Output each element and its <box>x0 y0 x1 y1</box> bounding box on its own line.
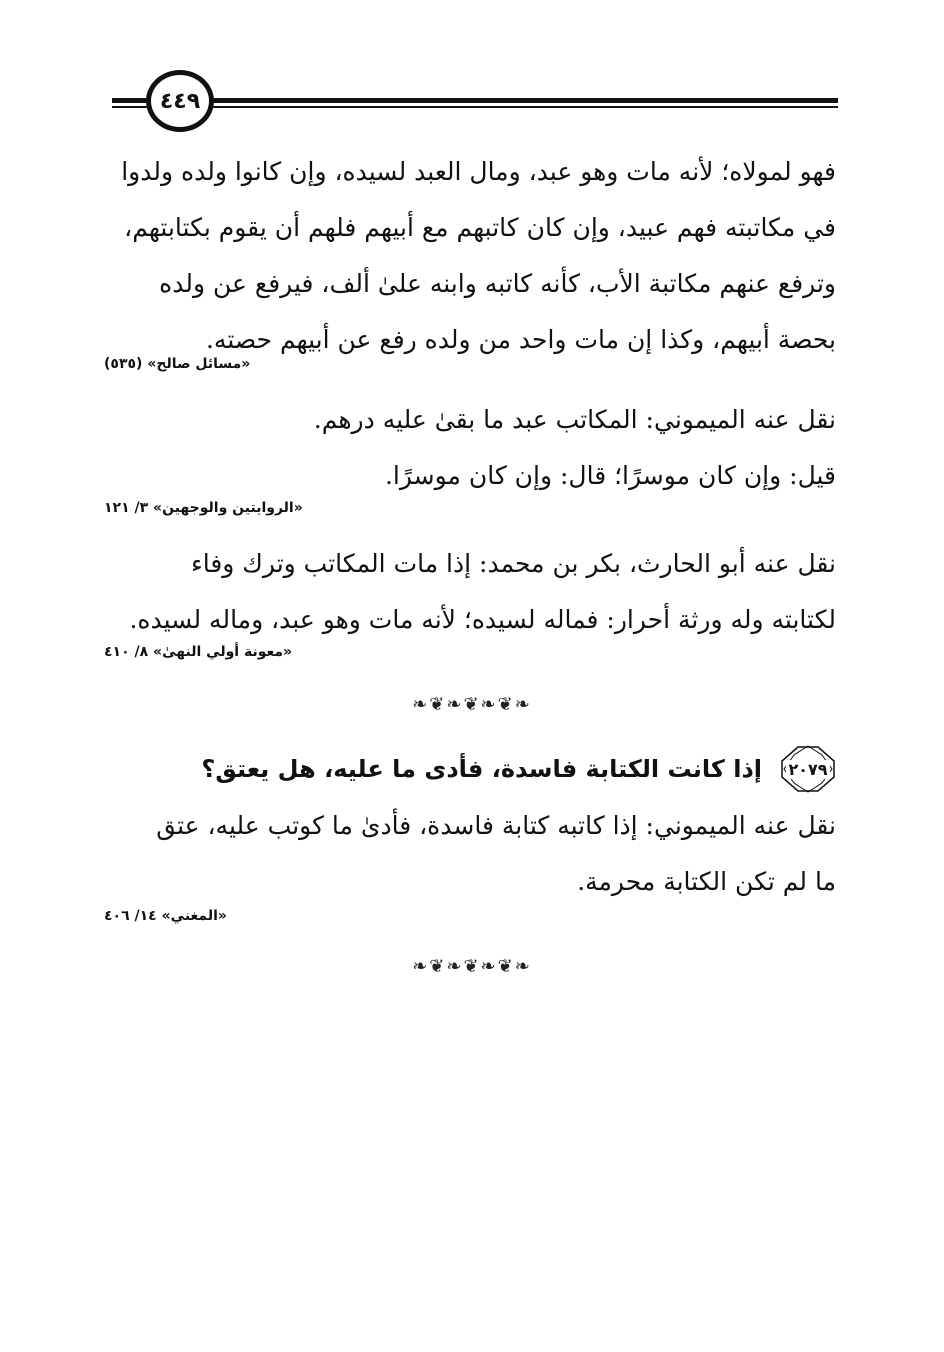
section-heading <box>201 744 836 794</box>
text-line: لكتابته وله ورثة أحرار: فماله لسيده؛ لأنه مات وهو عبد، وماله لسيده. <box>129 605 836 634</box>
text-line: ما لم تكن الكتابة محرمة. <box>577 867 836 896</box>
ornament-divider: ❧❦❧❦❧❦❧ <box>412 694 532 715</box>
source-citation: «المغني» ١٤/ ٤٠٦ <box>104 908 227 924</box>
ornament-divider: ❧❦❧❦❧❦❧ <box>412 956 532 977</box>
paragraph-3 <box>104 536 836 648</box>
text-line: نقل عنه الميموني: إذا كاتبه كتابة فاسدة، فأدىٰ ما كوتب عليه، عتق <box>156 811 836 840</box>
page-number: ٤٤٩ <box>146 70 214 132</box>
text-line: قيل: وإن كان موسرًا؛ قال: وإن كان موسرًا. <box>384 461 836 490</box>
section-title: إذا كانت الكتابة فاسدة، فأدى ما عليه، هل يعتق؟ <box>201 755 762 783</box>
paragraph-1 <box>104 144 836 368</box>
section-number: ٢٠٧٩ <box>788 759 828 779</box>
paragraph-2 <box>104 392 836 504</box>
header-rule-thin <box>112 106 838 108</box>
source-citation: «معونة أولي النهىٰ» ٨/ ٤١٠ <box>104 644 293 660</box>
source-citation: «الروايتين والوجهين» ٣/ ١٢١ <box>104 500 303 516</box>
source-citation: «مسائل صالح» (٥٣٥) <box>104 356 251 372</box>
text-line: فهو لمولاه؛ لأنه مات وهو عبد، ومال العبد لسيده، وإن كانوا ولده ولدوا <box>121 157 836 186</box>
text-line: بحصة أبيهم، وكذا إن مات واحد من ولده رفع عن أبيهم حصته. <box>205 325 836 354</box>
text-line: وترفع عنهم مكاتبة الأب، كأنه كاتبه وابنه علىٰ ألف، فيرفع عن ولده <box>159 269 836 298</box>
text-line: نقل عنه الميموني: المكاتب عبد ما بقىٰ عليه درهم. <box>313 405 836 434</box>
section-number-badge <box>780 745 836 793</box>
header-rule-thick <box>112 98 838 103</box>
text-line: في مكاتبته فهم عبيد، وإن كان كاتبهم مع أبيهم فلهم أن يقوم بكتابتهم، <box>124 213 836 242</box>
paragraph-4 <box>104 798 836 910</box>
page-header <box>112 70 838 134</box>
text-line: نقل عنه أبو الحارث، بكر بن محمد: إذا مات المكاتب وترك وفاء <box>190 549 836 578</box>
